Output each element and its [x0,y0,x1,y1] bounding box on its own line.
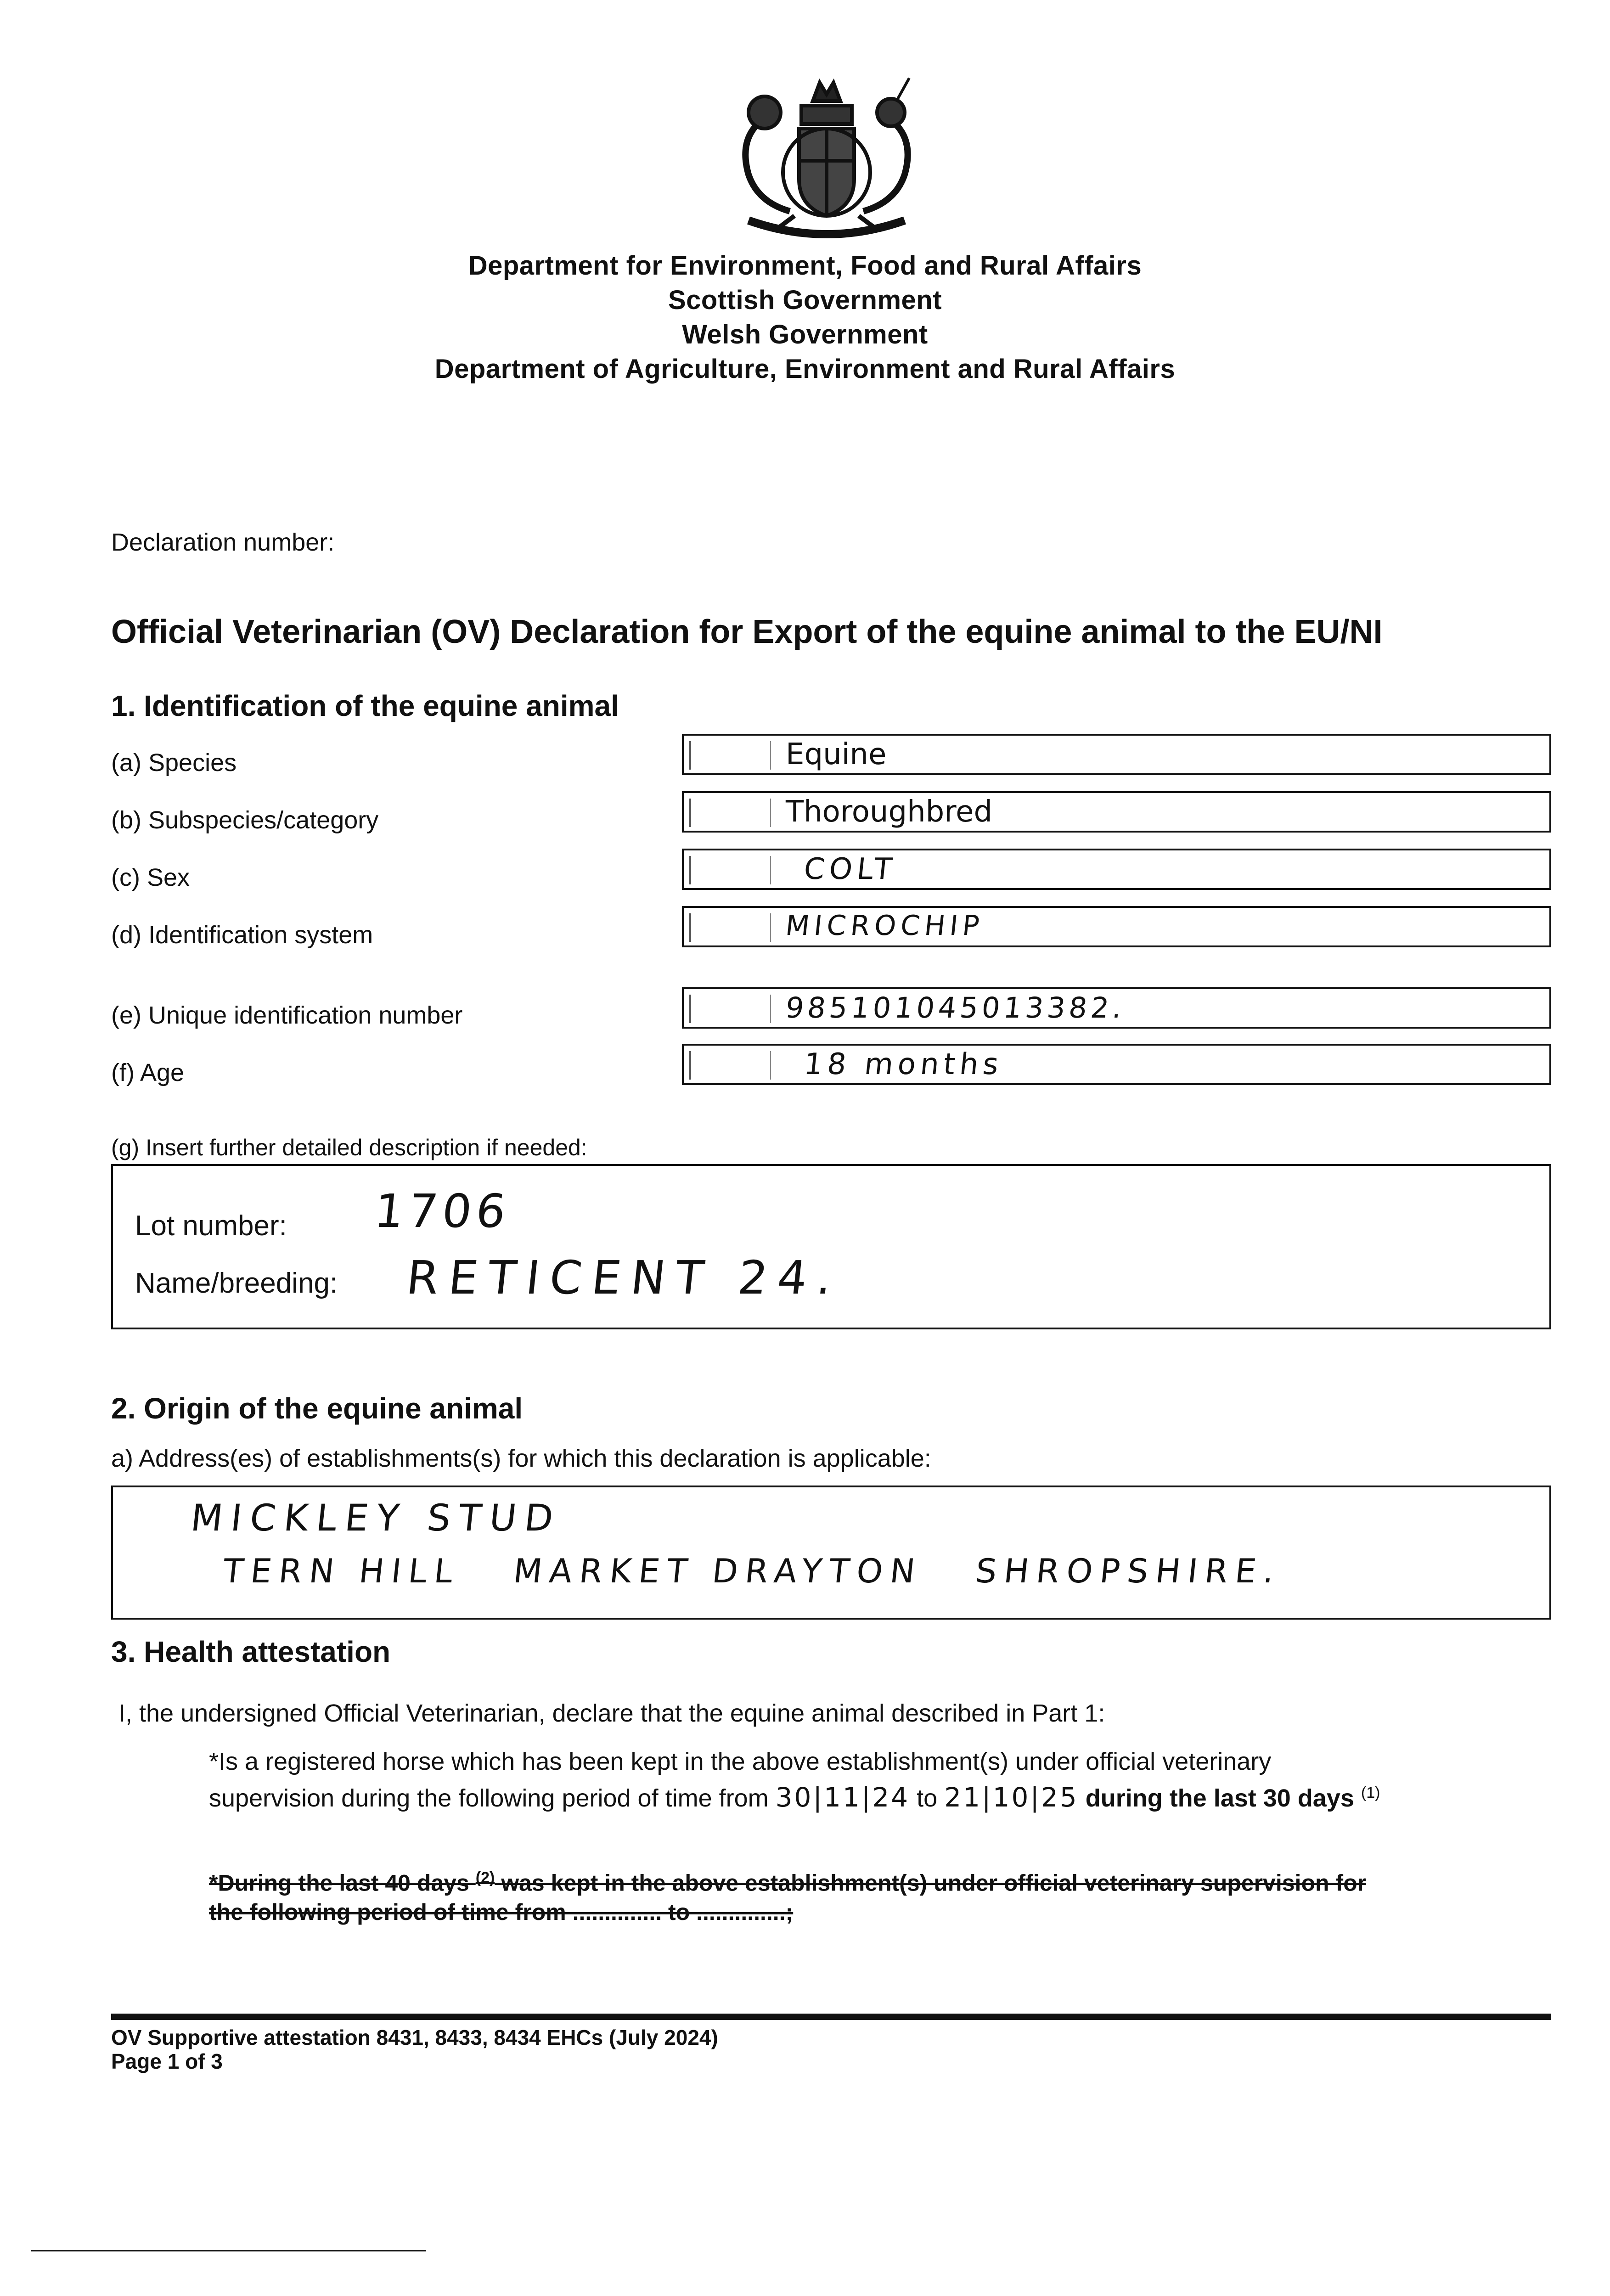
coat-of-arms-emblem [721,69,932,243]
address-line-1: MICKLEY STUD [189,1497,564,1539]
unique-id-value: 985101045013382. [784,991,1127,1024]
address-line-2: TERN HILL MARKET DRAYTON SHROPSHIRE. [221,1552,1283,1590]
field-tick [770,799,771,827]
attestation-para-2-line-2: the following period of time from .............. to ..............; [209,1899,794,1925]
section-3-heading: 3. Health attestation [111,1635,391,1668]
department-defra: Department for Environment, Food and Rural Affairs [468,251,1142,281]
department-daera: Department of Agriculture, Environment and Rural Affairs [434,354,1176,384]
document-title: Official Veterinarian (OV) Declaration for Export of the equine animal to the EU/NI [111,613,1383,650]
field-tick [689,1051,691,1080]
field-tick [770,913,771,942]
address-box [111,1486,1551,1620]
field-tick [770,856,771,884]
sex-value: COLT [802,852,898,886]
name-breeding-value: RETICENT 24. [404,1251,845,1305]
footer-divider [111,2014,1551,2020]
field-tick [689,995,691,1023]
footnote-2-marker: (2) [475,1869,495,1886]
section-2-heading: 2. Origin of the equine animal [111,1392,523,1425]
species-field [682,734,1551,775]
section-1-heading: 1. Identification of the equine animal [111,689,619,722]
field-tick [689,913,691,942]
department-welsh-government: Welsh Government [682,320,928,349]
field-tick [689,856,691,884]
age-value: 18 months [802,1047,1005,1081]
age-label: (f) Age [111,1059,185,1086]
unique-id-label: (e) Unique identification number [111,1002,463,1029]
attestation-para-1-line-2 [209,1782,1380,1813]
lot-number-value: 1706 [372,1184,513,1238]
last-40-days-text: *During the last 40 days [209,1870,469,1896]
department-scottish-government: Scottish Government [668,285,942,315]
last-30-days-text: during the last 30 days [1085,1784,1354,1812]
bottom-rule [31,2250,426,2251]
date-from-value: 30|11|24 [775,1782,910,1813]
subspecies-value: Thoroughbred [786,795,993,829]
field-tick [689,799,691,827]
to-text: to [917,1784,938,1812]
further-description-box [111,1164,1551,1329]
age-field [682,1044,1551,1085]
address-label: a) Address(es) of establishments(s) for which this declaration is applicable: [111,1445,931,1472]
field-tick [770,995,771,1023]
identification-system-label: (d) Identification system [111,921,373,949]
para-2-continuation: was kept in the above establishment(s) under official veterinary supervision for [501,1870,1367,1896]
subspecies-label: (b) Subspecies/category [111,806,379,834]
name-breeding-label: Name/breeding: [135,1267,338,1299]
species-label: (a) Species [111,749,237,777]
identification-system-field [682,906,1551,947]
identification-system-value: MICROCHIP [784,910,985,942]
sex-field [682,849,1551,890]
lot-number-label: Lot number: [135,1210,287,1242]
field-tick [770,741,771,770]
footnote-1-marker: (1) [1361,1784,1380,1801]
further-description-label: (g) Insert further detailed description if needed: [111,1135,587,1160]
footer-page-number: Page 1 of 3 [111,2049,223,2073]
period-text: supervision during the following period of time from [209,1784,769,1812]
field-tick [770,1051,771,1080]
species-value: Equine [786,737,887,771]
unique-id-field [682,987,1551,1029]
field-tick [689,741,691,770]
attestation-para-2-line-1 [209,1869,1366,1896]
sex-label: (c) Sex [111,864,190,891]
declaration-number-label: Declaration number: [111,529,335,556]
attestation-para-1-line-1: *Is a registered horse which has been kept in the above establishment(s) under official veterinary [209,1748,1272,1775]
footer-attestation-ref: OV Supportive attestation 8431, 8433, 8434 EHCs (July 2024) [111,2026,718,2049]
health-intro: I, the undersigned Official Veterinarian, declare that the equine animal described in Part 1: [118,1699,1105,1727]
subspecies-field [682,791,1551,833]
date-to-value: 21|10|25 [944,1782,1079,1813]
